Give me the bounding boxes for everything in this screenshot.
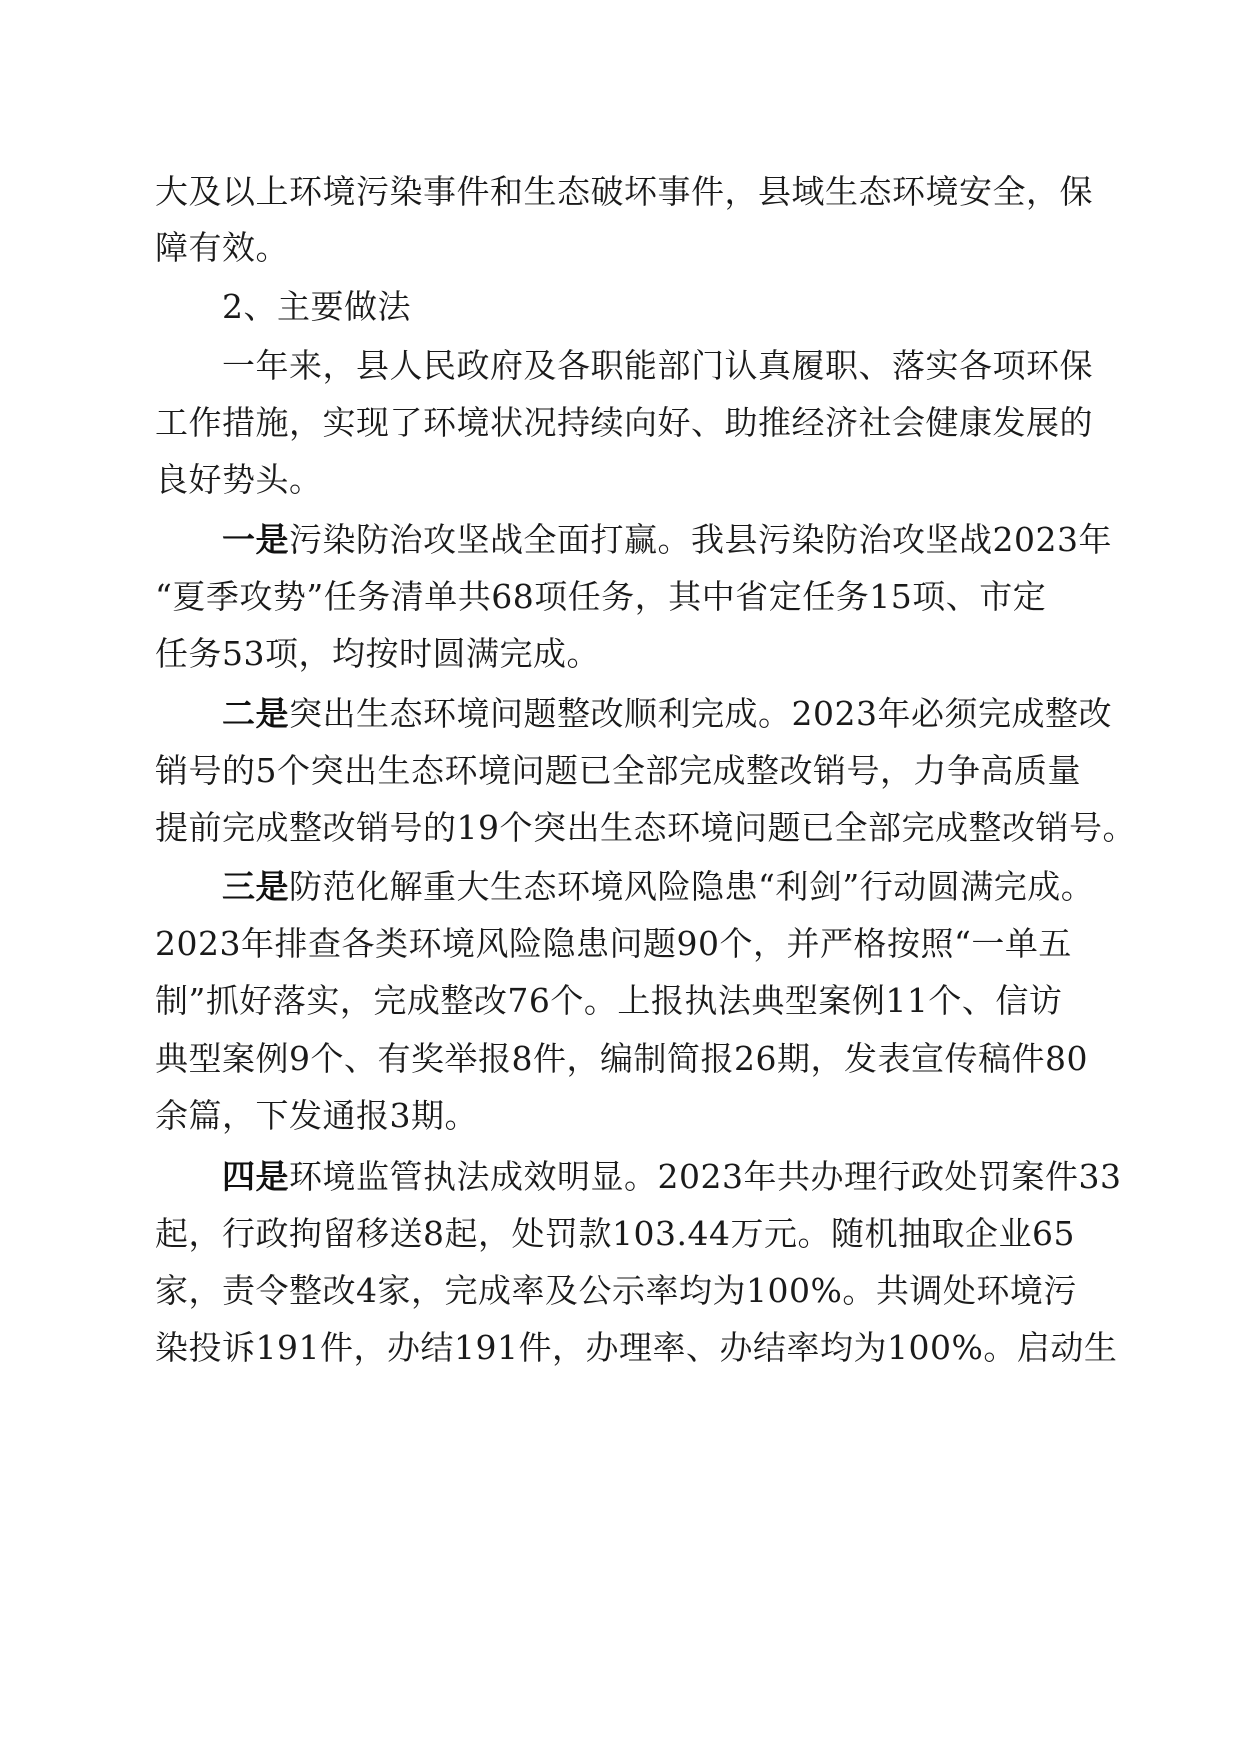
- text-line: [155, 741, 1105, 801]
- text-line: [155, 1086, 1105, 1146]
- line-text: 污染防治攻坚战全面打赢。我县污染防治攻坚战2023年: [289, 520, 1112, 559]
- paragraph-three-first-line: [222, 857, 1105, 917]
- line-text: 销号的5个突出生态环境问题已全部完成整改销号，力争高质量: [155, 751, 1081, 790]
- line-text: 一年来，县人民政府及各职能部门认真履职、落实各项环保: [222, 346, 1093, 385]
- line-text: 防范化解重大生态环境风险隐患“利剑”行动圆满完成。: [289, 867, 1095, 906]
- text-line: [222, 336, 1105, 396]
- line-text: 良好势头。: [155, 460, 323, 499]
- text-line: [155, 450, 1105, 510]
- line-text: 家，责令整改4家，完成率及公示率均为100%。共调处环境污: [155, 1271, 1077, 1310]
- line-text: 典型案例9个、有奖举报8件，编制简报26期，发表宣传稿件80: [155, 1039, 1088, 1078]
- section-heading: [222, 277, 1105, 337]
- line-text: 提前完成整改销号的19个突出生态环境问题已全部完成整改销号。: [155, 808, 1136, 847]
- text-line: [155, 1318, 1118, 1378]
- line-text: 大及以上环境污染事件和生态破坏事件，县域生态环境安全，保: [155, 172, 1093, 211]
- lead-label-three: 三是: [222, 867, 289, 906]
- line-text: 起，行政拘留移送8起，处罚款103.44万元。随机抽取企业65: [155, 1214, 1075, 1253]
- text-line: [155, 567, 1105, 627]
- text-line: [155, 624, 1105, 684]
- lead-label-four: 四是: [222, 1157, 289, 1196]
- line-text: 突出生态环境问题整改顺利完成。2023年必须完成整改: [289, 694, 1112, 733]
- line-text: 2023年排查各类环境风险隐患问题90个，并严格按照“一单五: [155, 924, 1072, 963]
- lead-label-one: 一是: [222, 520, 289, 559]
- text-line: [155, 1204, 1105, 1264]
- line-text: 任务53项，均按时圆满完成。: [155, 634, 600, 673]
- paragraph-one-first-line: [222, 510, 1112, 570]
- line-text: 染投诉191件，办结191件，办理率、办结率均为100%。启动生: [155, 1328, 1118, 1367]
- text-line: [155, 798, 1136, 858]
- text-line: [155, 393, 1105, 453]
- paragraph-four-first-line: [222, 1147, 1122, 1207]
- line-text: “夏季攻势”任务清单共68项任务，其中省定任务15项、市定: [155, 577, 1047, 616]
- lead-label-two: 二是: [222, 694, 289, 733]
- text-line: [155, 1029, 1105, 1089]
- paragraph-two-first-line: [222, 684, 1112, 744]
- text-line: [155, 1261, 1105, 1321]
- text-line: [155, 218, 1105, 278]
- line-text: 制”抓好落实，完成整改76个。上报执法典型案例11个、信访: [155, 981, 1063, 1020]
- text-line: [155, 971, 1105, 1031]
- text-line: [155, 914, 1105, 974]
- section-heading-text: 2、主要做法: [222, 287, 411, 326]
- line-text: 障有效。: [155, 228, 289, 267]
- line-text: 工作措施，实现了环境状况持续向好、助推经济社会健康发展的: [155, 403, 1093, 442]
- text-line: [155, 162, 1105, 222]
- line-text: 环境监管执法成效明显。2023年共办理行政处罚案件33: [289, 1157, 1122, 1196]
- line-text: 余篇，下发通报3期。: [155, 1096, 478, 1135]
